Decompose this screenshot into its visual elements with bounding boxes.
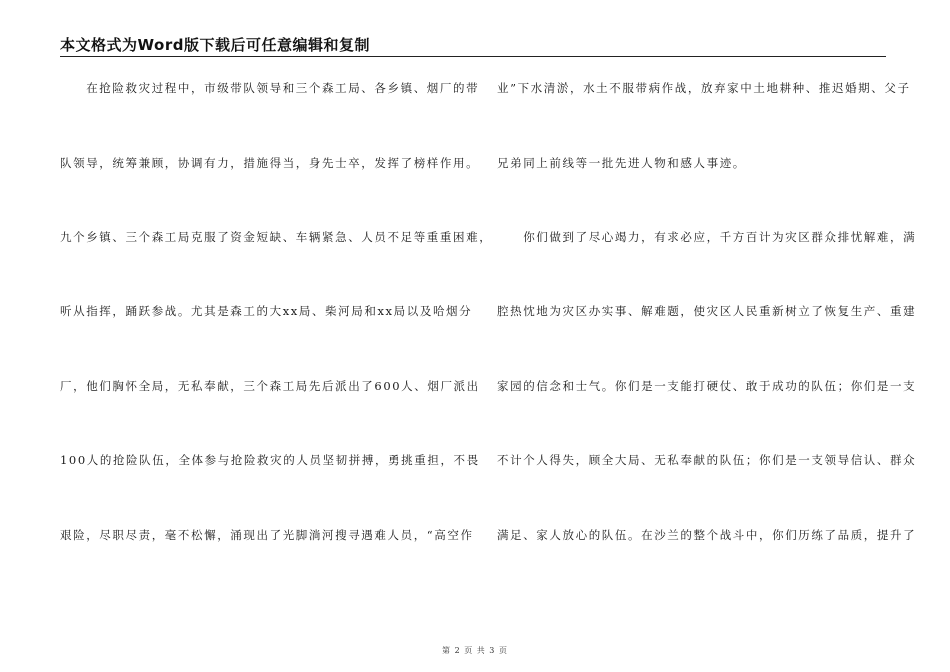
text-line: 业”下水清淤，水土不服带病作战，放弃家中土地耕种、推迟婚期、父子 <box>497 81 911 95</box>
text-line: 你们做到了尽心竭力，有求必应，千方百计为灾区群众排忧解难，满 <box>497 230 917 244</box>
text-line: 艰险，尽职尽责，毫不松懈，涌现出了光脚淌河搜寻遇难人员，“高空作 <box>60 528 474 542</box>
text-line: 兄弟同上前线等一批先进人物和感人事迹。 <box>497 156 746 170</box>
page-footer <box>0 645 950 656</box>
header-title: 本文格式为Word版下载后可任意编辑和复制 <box>60 36 370 54</box>
text-line: 满足、家人放心的队伍。在沙兰的整个战斗中，你们历练了品质，提升了 <box>497 528 917 542</box>
page-number: 第 2 页 共 3 页 <box>442 646 508 655</box>
text-line: 厂，他们胸怀全局，无私奉献，三个森工局先后派出了600人、烟厂派出 <box>60 379 480 393</box>
text-line: 家园的信念和士气。你们是一支能打硬仗、敢于成功的队伍；你们是一支 <box>497 379 917 393</box>
text-line: 九个乡镇、三个森工局克服了资金短缺、车辆紧急、人员不足等重重困难， <box>60 230 493 244</box>
text-line: 听从指挥，踊跃参战。尤其是森工的大xx局、柴河局和xx局以及哈烟分 <box>60 304 473 318</box>
text-line: 腔热忱地为灾区办实事、解难题，使灾区人民重新树立了恢复生产、重建 <box>497 304 917 318</box>
text-line: 100人的抢险队伍，全体参与抢险救灾的人员坚韧拼搏，勇挑重担，不畏 <box>60 453 480 467</box>
text-line: 队领导，统筹兼顾，协调有力，措施得当，身先士卒，发挥了榜样作用。 <box>60 156 480 170</box>
text-line: 不计个人得失，顾全大局、无私奉献的队伍；你们是一支领导信认、群众 <box>497 453 917 467</box>
right-column <box>497 0 917 672</box>
text-line: 在抢险救灾过程中，市级带队领导和三个森工局、各乡镇、烟厂的带 <box>60 81 480 95</box>
